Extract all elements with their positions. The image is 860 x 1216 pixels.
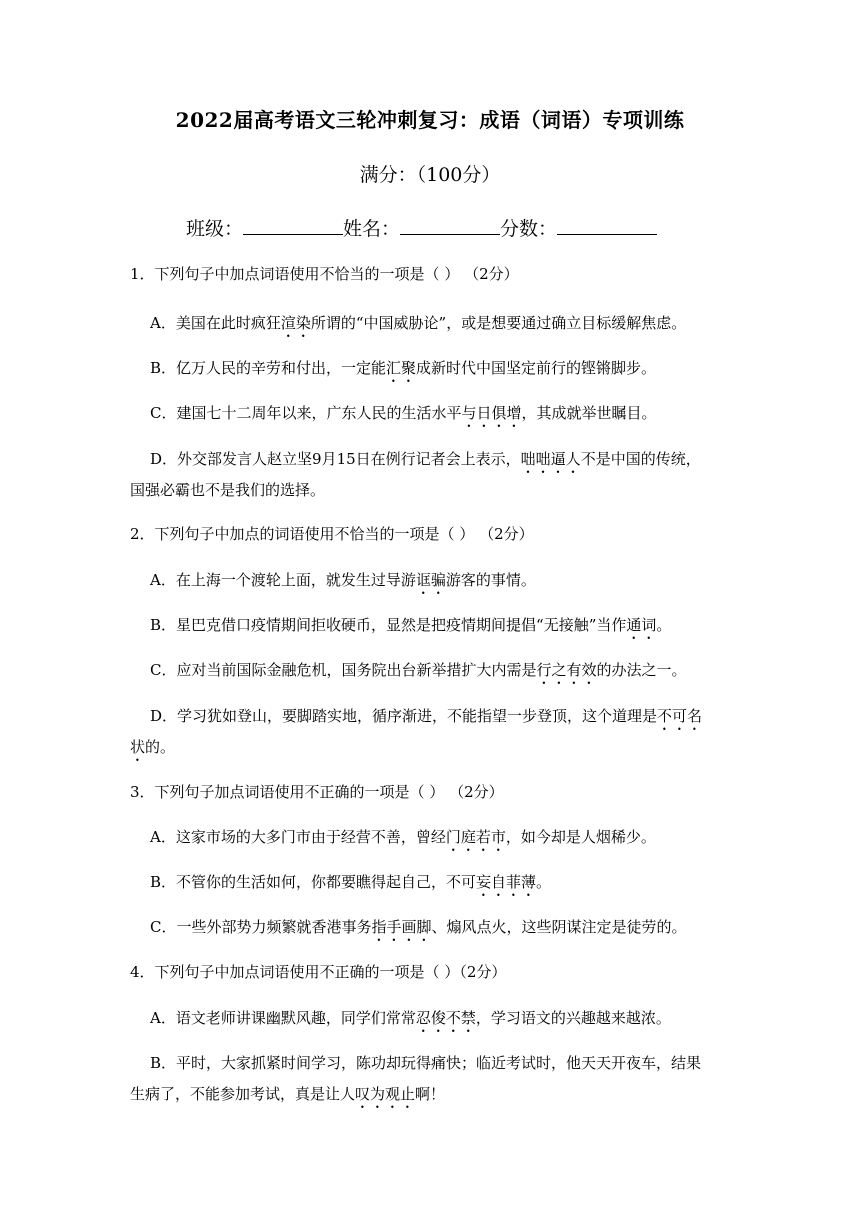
option-text: B．星巴克借口疫情期间拒收硬币，显然是把疫情期间提倡“无接触”当作 [150,616,627,634]
option-text: D．学习犹如登山，要脚踏实地，循序渐进，不能指望一步登顶，这个道理是 [150,707,658,725]
dotted-word: 门庭若市 [445,828,506,846]
option-text: A．这家市场的大多门市由于经营不善，曾经 [150,828,446,846]
name-label: 姓名： [343,218,401,240]
question-3-option-b [150,872,551,900]
option-text: 成新时代中国坚定前行的铿锵脚步。 [416,359,657,377]
class-blank[interactable] [243,216,343,235]
option-text: 所谓的“中国威胁论”，或是想要通过确立目标缓解焦虑。 [310,314,687,332]
dotted-word: 指手画脚 [371,918,432,936]
dotted-word: 与日俱增 [461,404,522,422]
question-3-option-c [150,917,687,945]
question-3-stem: 3．下列句子加点词语使用不正确的一项是（ ） （2分） [130,783,504,801]
option-text: ，如今却是人烟稀少。 [505,828,656,846]
question-4-option-b: B．平时，大家抓紧时间学习，陈功却玩得痛快；临近考试时，他天天开夜车，结果 [150,1054,702,1072]
dotted-word: 叹为观止 [355,1085,416,1103]
option-text: 、煽风点火，这些阴谋注定是徒劳的。 [431,918,687,936]
question-2-option-a [150,570,536,598]
question-4-stem: 4．下列句子中加点词语使用不正确的一项是（ ）（2分） [130,963,507,981]
dotted-word: 状 [130,738,146,756]
option-text: A．美国在此时疯狂 [150,314,281,332]
option-text: ，其成就举世瞩目。 [521,404,657,422]
question-1-option-b [150,358,656,386]
option-text: 生病了，不能参加考试，真是让人 [130,1085,356,1103]
question-3-option-a [150,827,656,855]
dotted-word: 行之有效 [536,661,597,679]
dotted-word: 通词 [626,616,657,634]
dotted-word: 咄咄逼人 [520,450,581,468]
option-text: 啊！ [415,1085,446,1103]
question-2-option-d-continued [130,737,175,765]
option-text: 的办法之一。 [596,661,687,679]
question-2-stem: 2．下列句子中加点的词语使用不恰当的一项是（ ） （2分） [130,525,534,543]
option-text: 不是中国的传统， [580,450,701,468]
dotted-word: 渲染 [280,314,311,332]
score-label: 分数： [500,218,558,240]
option-text: 。 [536,873,552,891]
question-1-stem: 1．下列句子中加点词语使用不恰当的一项是（ ） （2分） [130,265,519,283]
dotted-word: 忍俊不禁 [415,1009,476,1027]
option-text: 游客的事情。 [445,571,536,589]
option-text: B．不管你的生活如何，你都要瞧得起自己，不可 [150,873,477,891]
student-info-line [186,214,657,241]
option-text: C．建国七十二周年以来，广东人民的生活水平 [150,404,462,422]
total-score: 满分：（100分） [359,164,501,186]
option-text: ，学习语文的兴趣越来越浓。 [475,1009,671,1027]
option-text: A．语文老师讲课幽默风趣，同学们常常 [150,1009,416,1027]
option-text: C．一些外部势力频繁就香港事务 [150,918,372,936]
question-4-option-b-continued [130,1084,445,1112]
question-2-option-d [150,706,702,734]
document-title: 2022届高考语文三轮冲刺复习：成语（词语）专项训练 [175,108,685,132]
option-text: A．在上海一个渡轮上面，就发生过导游 [150,571,416,589]
option-text: 。 [656,616,672,634]
question-2-option-b [150,615,671,643]
name-blank[interactable] [400,216,500,235]
option-text: D．外交部发言人赵立坚9月15日在例行记者会上表示， [150,450,521,468]
option-text: B．亿万人民的辛劳和付出，一定能 [150,359,387,377]
option-text: 的。 [145,738,176,756]
score-blank[interactable] [557,216,657,235]
question-1-option-a [150,313,686,341]
question-1-option-d [150,449,701,477]
dotted-word: 诓骗 [415,571,446,589]
question-1-option-d-continued: 国强必霸也不是我们的选择。 [130,481,326,499]
dotted-word: 汇聚 [386,359,417,377]
class-label: 班级： [186,218,244,240]
question-2-option-c [150,660,687,688]
dotted-word: 不可名 [657,707,703,725]
question-4-option-a [150,1008,671,1036]
option-text: C．应对当前国际金融危机，国务院出台新举措扩大内需是 [150,661,537,679]
dotted-word: 妄自菲薄 [476,873,537,891]
question-1-option-c [150,403,657,431]
